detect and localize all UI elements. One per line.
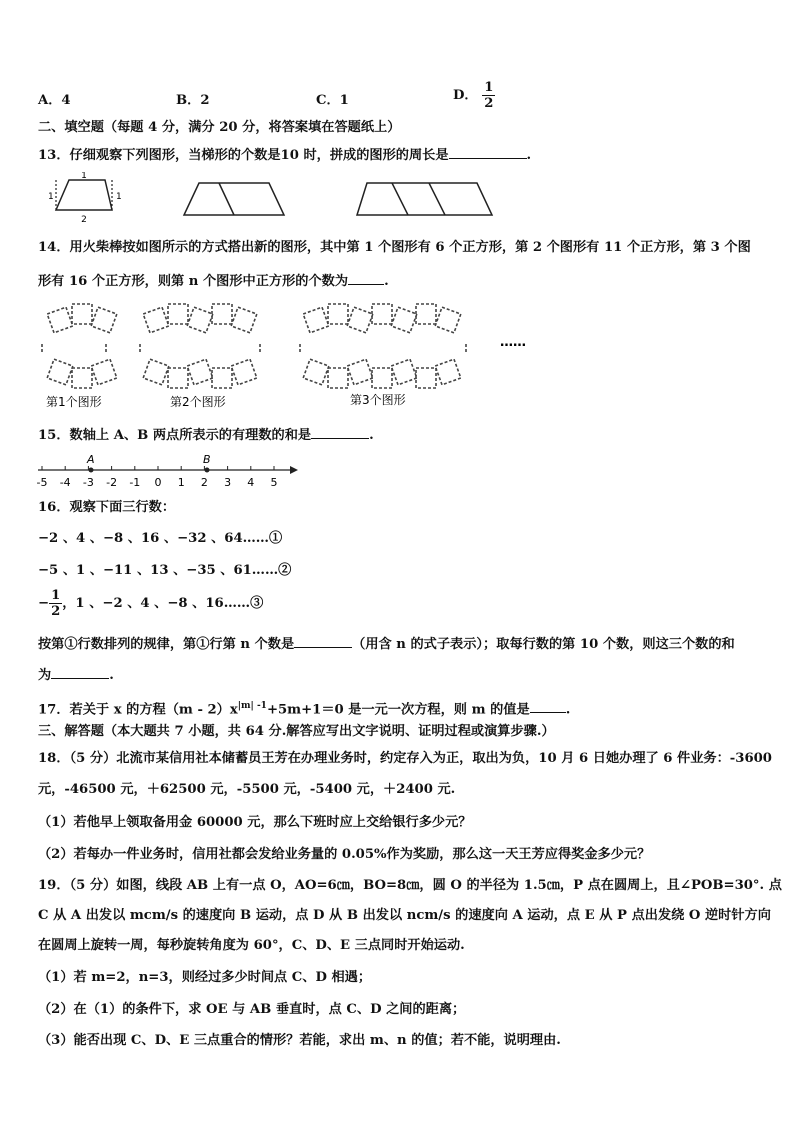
trapezoid-double <box>184 183 284 215</box>
q14-blank <box>348 272 384 285</box>
option-b: B．2 <box>176 93 210 108</box>
q19-line1: 19．（5 分）如图，线段 AB 上有一点 O，AO=6㎝，BO=8㎝，圆 O 的半径为 1.5㎝，P 点在圆周上，且∠POB=30°. 点 <box>38 878 782 893</box>
option-a: A．4 <box>38 93 71 108</box>
q18-line2: 元，-46500 元，＋62500 元，-5500 元，-5400 元，＋2400 元. <box>38 782 456 797</box>
label-b: B <box>203 453 211 466</box>
trap-label-right: 1 <box>116 192 122 202</box>
point-b <box>205 468 210 473</box>
q16-blank1 <box>294 635 352 648</box>
q18-line1: 18．（5 分）北流市某信用社本储蓄员王芳在办理业务时，约定存入为正，取出为负，10 月 6 日她办理了 6 件业务：-3600 <box>38 751 772 766</box>
tick-label: 1 <box>177 476 185 489</box>
q19-sub2: （2）在（1）的条件下，求 OE 与 AB 垂直时，点 C、D 之间的距离； <box>38 1002 466 1017</box>
tick-label: 5 <box>270 476 278 489</box>
section-3-heading: 三、解答题（本大题共 7 小题，共 64 分.解答应写出文字说明、证明过程或演算步骤.） <box>38 724 555 739</box>
tick-label: 2 <box>200 476 208 489</box>
option-d <box>453 80 495 111</box>
q16-blank2 <box>51 666 109 679</box>
option-c: C．1 <box>316 93 349 108</box>
q16-line5: 为 . <box>38 668 114 683</box>
q15-blank <box>311 426 369 439</box>
matchstick-figure-1 <box>42 304 117 388</box>
matchstick-figure-2 <box>140 304 260 388</box>
tick-label: -1 <box>129 476 141 489</box>
q14-matchstick-figures <box>38 296 538 414</box>
q17-text: 17．若关于 x 的方程$(m - 2)x^{|m| -1}+5m+1=0$ 是一元一次方程，则 m 的值是 . <box>38 701 571 718</box>
q14-line1: 14．用火柴棒按如图所示的方式搭出新的图形，其中第 1 个图形有 6 个正方形，第 2 个图形有 11 个正方形，第 3 个图 <box>38 240 751 255</box>
q16-row2: −5 、1 、−11 、13 、−35 、61……② <box>38 563 292 578</box>
trap-label-left: 1 <box>48 192 54 202</box>
q19-sub3: （3）能否出现 C、D、E 三点重合的情形？若能，求出 m、n 的值；若不能，说明理由. <box>38 1033 561 1048</box>
tick-label: -4 <box>59 476 71 489</box>
tick-label: 3 <box>224 476 232 489</box>
q18-sub2: （2）若每办一件业务时，信用社都会发给业务量的 0.05%作为奖励，那么这一天王芳应得奖金多少元？ <box>38 847 651 862</box>
tick-label: -3 <box>82 476 94 489</box>
q19-sub1: （1）若 m=2，n=3，则经过多少时间点 C、D 相遇； <box>38 970 372 985</box>
trap-label-bottom: 2 <box>81 215 87 225</box>
q16-row3: − $\frac{1}{2}$ ，1 、−2 、4 、−8 、16……③ <box>38 588 264 619</box>
trap-label-top: 1 <box>81 172 87 181</box>
q15-text: 15．数轴上 A、B 两点所表示的有理数的和是 . <box>38 428 374 443</box>
label-a: A <box>87 453 95 466</box>
q13-blank <box>449 146 527 159</box>
caption-figure-1: 第1个图形 <box>46 395 102 409</box>
matchstick-figure-3 <box>300 304 466 388</box>
q18-sub1: （1）若他早上领取备用金 60000 元，那么下班时应上交给银行多少元？ <box>38 815 472 830</box>
option-d-label: D． <box>453 88 478 103</box>
caption-figure-3: 第3个图形 <box>350 393 406 407</box>
q15-number-line <box>34 450 304 490</box>
trapezoid-single <box>48 172 122 225</box>
tick-label: 0 <box>154 476 162 489</box>
option-d-fraction: $\frac{1}{2}$ <box>484 80 494 111</box>
tick-label: 4 <box>247 476 255 489</box>
q13-trapezoid-figures <box>44 172 504 226</box>
q16-title: 16．观察下面三行数： <box>38 500 176 515</box>
q19-line3: 在圆周上旋转一周，每秒旋转角度为 60°，C、D、E 三点同时开始运动. <box>38 938 465 953</box>
row3-fraction: $\frac{1}{2}$ <box>51 588 61 619</box>
q14-line2: 形有 16 个正方形，则第 n 个图形中正方形的个数为 . <box>38 274 389 289</box>
q16-row1: −2 、4 、−8 、16 、−32 、64……① <box>38 531 283 546</box>
q19-line2: C 从 A 出发以 mcm/s 的速度向 B 运动，点 D 从 B 出发以 ncm/s 的速度向 A 运动，点 E 从 P 点出发绕 O 逆时针方向 <box>38 908 771 923</box>
q13-text: 13．仔细观察下列图形，当梯形的个数是10 时，拼成的图形的周长是 . <box>38 148 532 163</box>
tick-label: -2 <box>106 476 118 489</box>
section-2-heading: 二、填空题（每题 4 分，满分 20 分，将答案填在答题纸上） <box>38 120 401 135</box>
trapezoid-triple <box>357 183 492 215</box>
figure-ellipsis: …… <box>500 335 526 350</box>
tick-label: -5 <box>36 476 48 489</box>
caption-figure-2: 第2个图形 <box>170 395 226 409</box>
q17-blank <box>530 700 566 713</box>
q16-line4: 按第①行数排列的规律，第①行第 n 个数是 （用含 n 的式子表示）；取每行数的第 10 个数，则这三个数的和 <box>38 637 735 652</box>
point-a <box>89 468 94 473</box>
